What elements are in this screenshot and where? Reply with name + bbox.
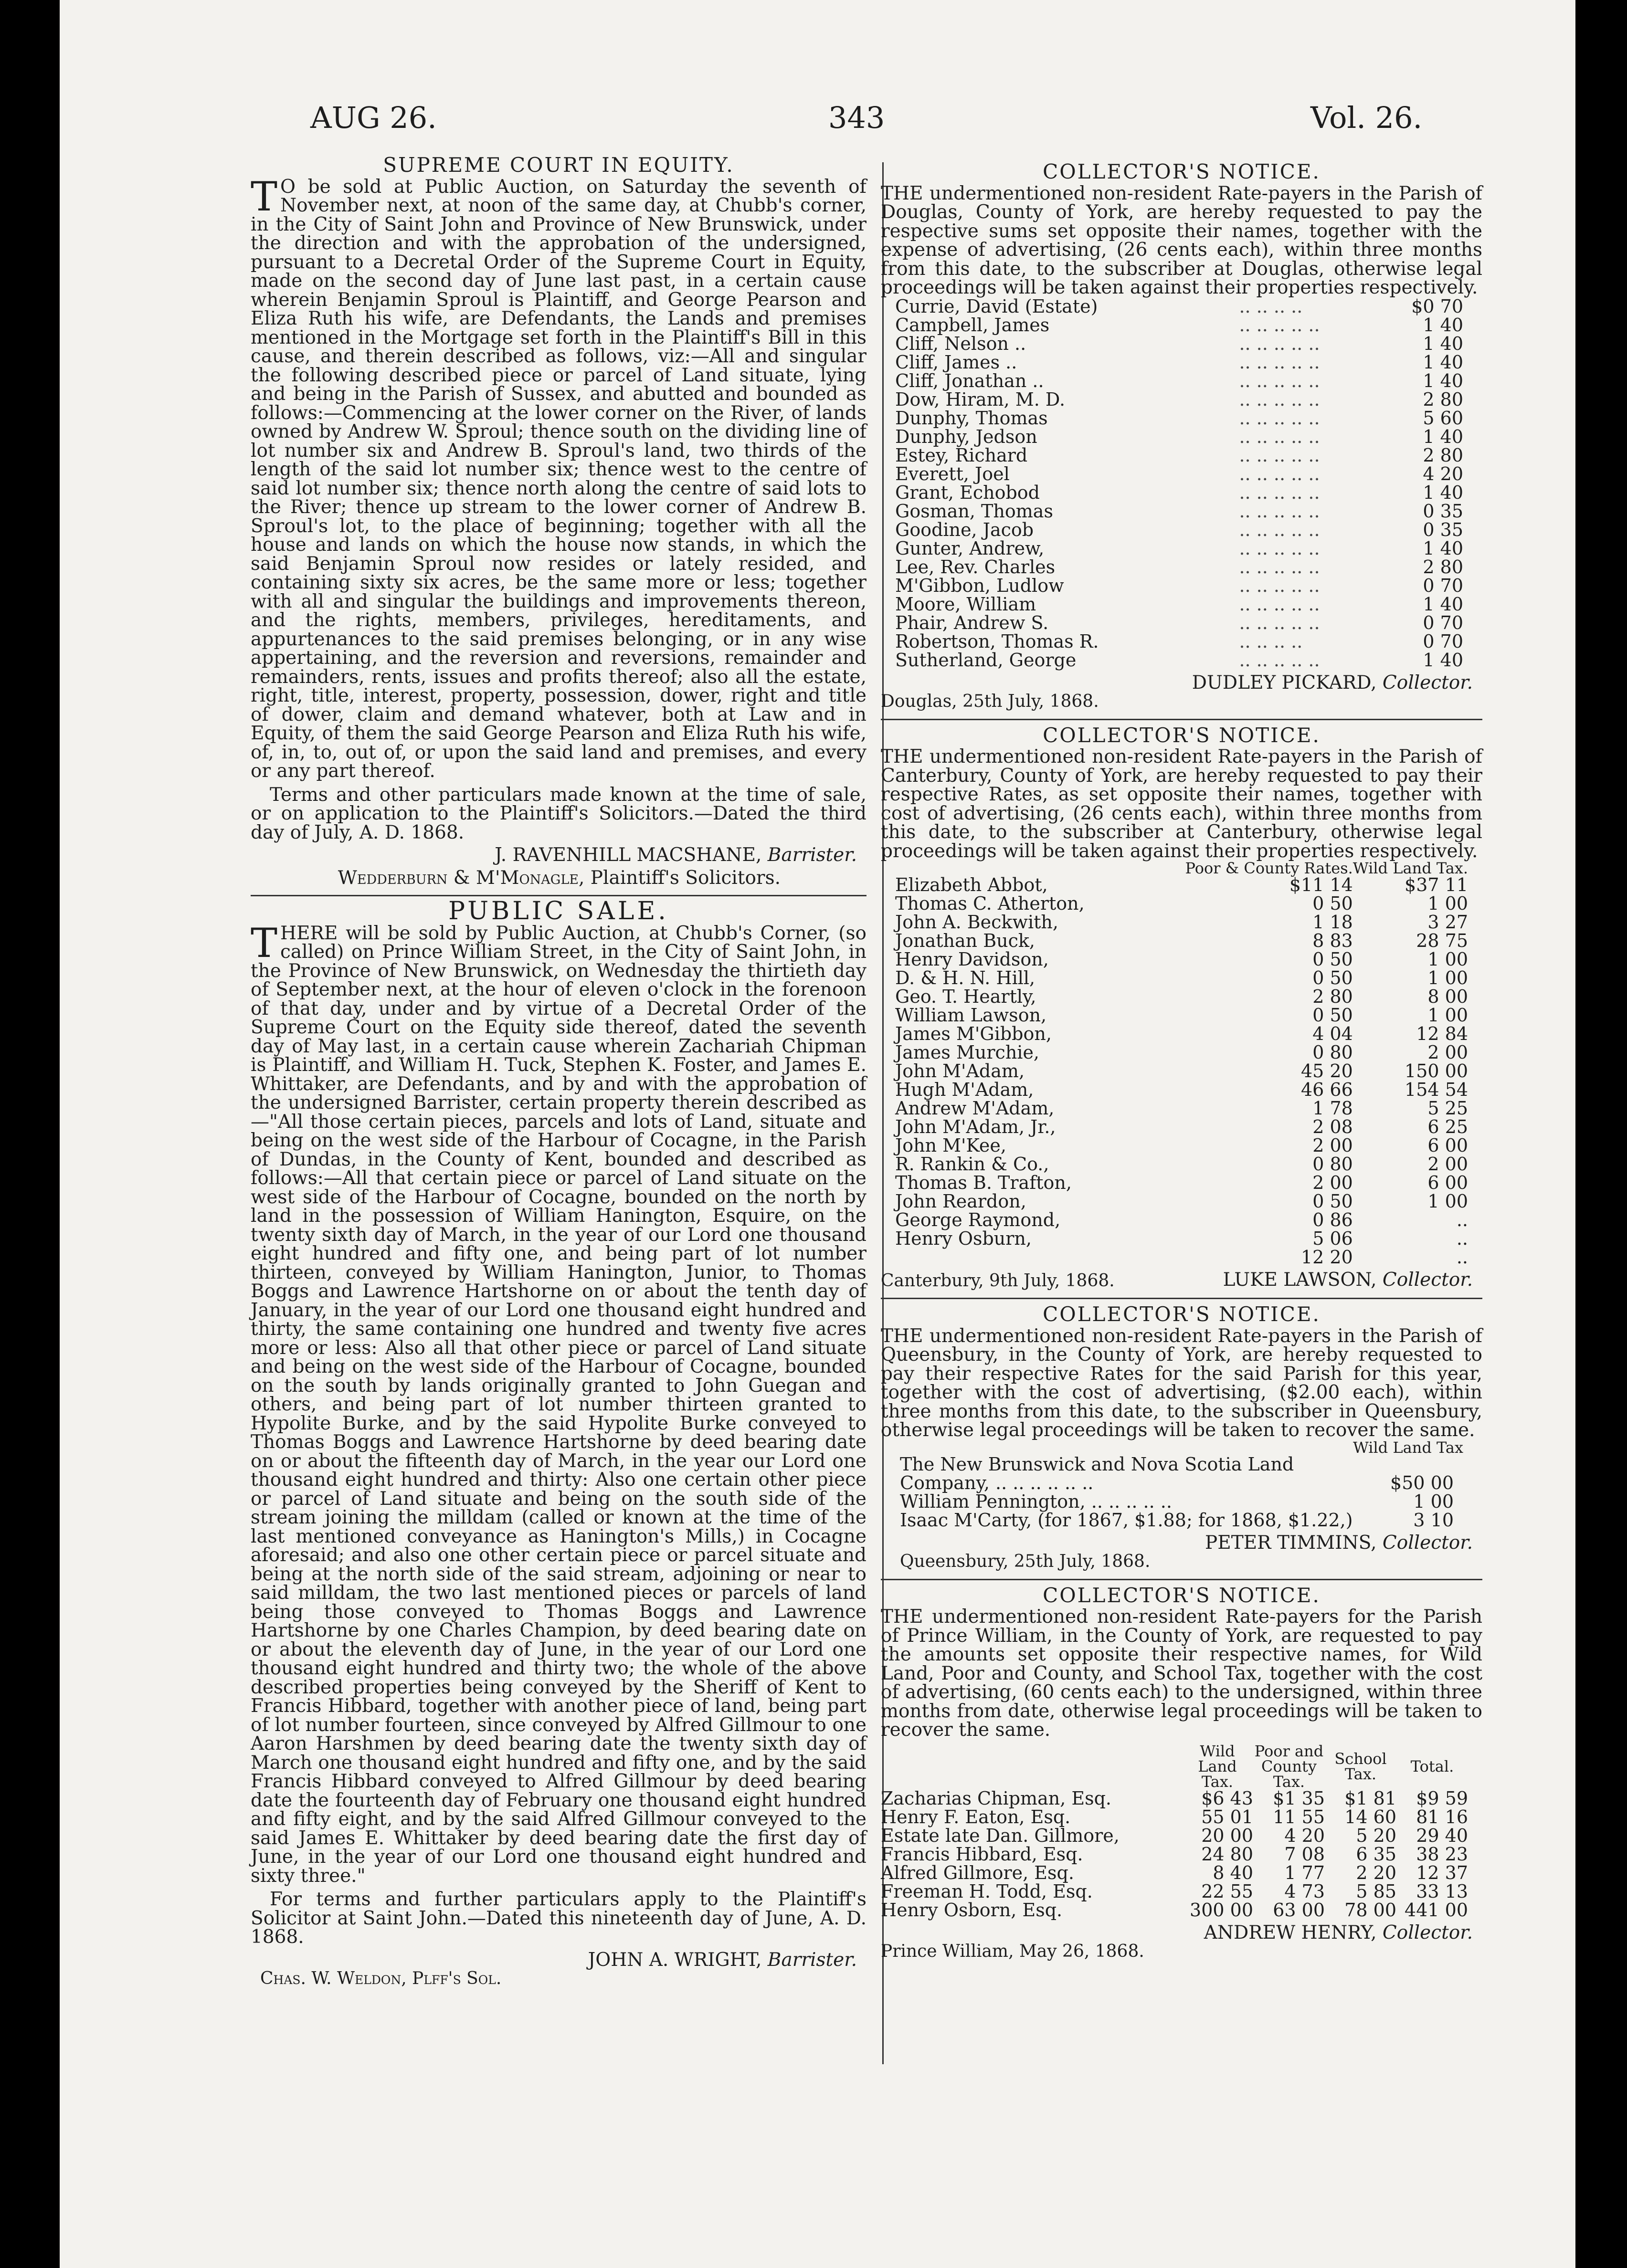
prince-william-row xyxy=(881,1789,1468,1808)
canterbury-row xyxy=(895,1248,1468,1267)
tax-amount: 2 00 xyxy=(1427,1154,1468,1175)
sale-drop-cap: T xyxy=(251,919,278,966)
queensbury-row xyxy=(900,1511,1454,1530)
newspaper-page xyxy=(60,0,1575,2268)
tax-amount: 6 25 xyxy=(1427,1116,1468,1137)
tax-amount: 1 00 xyxy=(1427,1005,1468,1026)
school-tax: 5 20 xyxy=(1356,1825,1396,1846)
douglas-row xyxy=(895,632,1463,651)
queensbury-title: COLLECTOR'S NOTICE. xyxy=(1043,1302,1321,1326)
leader-dots: .. .. .. .. .. xyxy=(1239,612,1320,633)
rates-amount: 8 83 xyxy=(1312,930,1353,951)
prince-william-row xyxy=(881,1864,1468,1882)
douglas-intro: THE undermentioned non-resident Rate-payers in the Parish of Douglas, County of York, are hereby requested to pay the respective sums set opposite their names, together with the expense of advertising, (26 cents each), within three months from this date, to the subscriber at Douglas, otherwise legal proceedings will be taken against their properties respectively. xyxy=(881,182,1482,298)
rates-amount: 0 50 xyxy=(1312,949,1353,970)
amount: 0 70 xyxy=(1423,612,1463,633)
tax-amount: 5 25 xyxy=(1427,1098,1468,1119)
wild-land-tax: 24 80 xyxy=(1201,1843,1253,1865)
right-column xyxy=(881,162,1482,1961)
prince-william-row xyxy=(881,1827,1468,1845)
queensbury-date: Queensbury, 25th July, 1868. xyxy=(900,1552,1151,1571)
leader-dots: .. .. .. .. .. xyxy=(1239,482,1320,503)
canterbury-row xyxy=(895,1155,1468,1174)
canterbury-col-rates: Poor & County Rates. xyxy=(1185,859,1353,877)
wild-land-tax: 20 00 xyxy=(1201,1825,1253,1846)
column-header: Wild Land Tax. xyxy=(1198,1742,1237,1791)
ratepayer-name: Phair, Andrew S. xyxy=(895,612,1049,633)
leader-dots: .. .. .. .. .. xyxy=(1239,370,1320,391)
queensbury-collector: PETER TIMMINS, Collector. xyxy=(1204,1532,1473,1554)
canterbury-date: Canterbury, 9th July, 1868. xyxy=(881,1270,1115,1291)
ratepayer-name: Francis Hibbard, Esq. xyxy=(881,1843,1083,1865)
total: 29 40 xyxy=(1416,1825,1468,1846)
section-divider xyxy=(881,719,1482,720)
rates-amount: 0 50 xyxy=(1312,893,1353,914)
school-tax: 5 85 xyxy=(1356,1880,1396,1902)
leader-dots: .. .. .. .. .. xyxy=(1239,519,1320,540)
rates-amount: $11 14 xyxy=(1289,874,1353,895)
rates-amount: 2 00 xyxy=(1312,1172,1353,1193)
ratepayer-name: John M'Adam, Jr., xyxy=(895,1116,1056,1137)
prince-william-row xyxy=(881,1845,1468,1864)
left-column xyxy=(251,153,866,1988)
column-header: School Tax. xyxy=(1334,1749,1387,1783)
ratepayer-name: Moore, William xyxy=(895,593,1036,615)
ratepayer-name: John Reardon, xyxy=(895,1191,1026,1212)
douglas-collector: DUDLEY PICKARD, Collector. xyxy=(1192,672,1473,693)
rates-amount: 0 80 xyxy=(1312,1042,1353,1063)
ratepayer-name: Henry Osborn, Esq. xyxy=(881,1899,1063,1921)
tax-amount: .. xyxy=(1456,1247,1468,1268)
douglas-row xyxy=(895,614,1463,632)
public-sale-notice xyxy=(251,897,866,1988)
poor-county-tax: 1 77 xyxy=(1284,1862,1325,1883)
prince-william-row xyxy=(881,1808,1468,1827)
canterbury-row xyxy=(895,1043,1468,1062)
douglas-row xyxy=(895,353,1463,372)
ratepayer-name: Robertson, Thomas R. xyxy=(895,630,1099,652)
douglas-row xyxy=(895,446,1463,465)
amount: 0 35 xyxy=(1423,519,1463,540)
canterbury-row xyxy=(895,1099,1468,1118)
canterbury-row xyxy=(895,1062,1468,1081)
ratepayer-name: John M'Kee, xyxy=(895,1135,1006,1156)
rates-amount: 5 06 xyxy=(1312,1228,1353,1249)
amount: 4 20 xyxy=(1423,463,1463,484)
douglas-row xyxy=(895,297,1463,316)
douglas-date: Douglas, 25th July, 1868. xyxy=(881,692,1099,711)
rates-amount: 1 18 xyxy=(1312,912,1353,933)
ratepayer-name: George Raymond, xyxy=(895,1209,1061,1230)
issue-date: AUG 26. xyxy=(310,100,437,135)
ratepayer-name: William Lawson, xyxy=(895,1005,1047,1026)
poor-county-tax: 4 73 xyxy=(1284,1880,1325,1902)
rates-amount: 2 80 xyxy=(1312,986,1353,1007)
ratepayer-name: Thomas B. Trafton, xyxy=(895,1172,1072,1193)
section-divider xyxy=(881,1298,1482,1299)
ratepayer-name: Currie, David (Estate) xyxy=(895,295,1098,317)
school-tax: 2 20 xyxy=(1356,1862,1396,1883)
tax-amount: $37 11 xyxy=(1405,874,1468,895)
rates-amount: 2 08 xyxy=(1312,1116,1353,1137)
equity-notice xyxy=(251,153,866,889)
amount: 0 70 xyxy=(1423,575,1463,596)
ratepayer-name: Estate late Dan. Gillmore, xyxy=(881,1825,1120,1846)
queensbury-row xyxy=(900,1474,1454,1492)
amount: 1 40 xyxy=(1423,537,1463,559)
amount: 0 70 xyxy=(1423,630,1463,652)
ratepayer-name: Hugh M'Adam, xyxy=(895,1079,1034,1100)
equity-title: SUPREME COURT IN EQUITY. xyxy=(383,153,734,177)
canterbury-row xyxy=(895,1025,1468,1043)
douglas-row xyxy=(895,521,1463,539)
leader-dots: .. .. .. .. xyxy=(1239,295,1303,317)
canterbury-row xyxy=(895,1229,1468,1248)
douglas-table xyxy=(895,297,1463,670)
amount: 1 40 xyxy=(1423,333,1463,354)
ratepayer-name: Freeman H. Todd, Esq. xyxy=(881,1880,1093,1902)
rates-amount: 1 78 xyxy=(1312,1098,1353,1119)
ratepayer-name: James M'Gibbon, xyxy=(895,1023,1052,1044)
ratepayer-name: Campbell, James xyxy=(895,314,1050,336)
douglas-row xyxy=(895,335,1463,353)
ratepayer-name: Cliff, Jonathan .. xyxy=(895,370,1044,391)
canterbury-row xyxy=(895,1136,1468,1155)
ratepayer-name: Isaac M'Carty, (for 1867, $1.88; for 1868, $1.22,) xyxy=(900,1509,1353,1531)
total: 81 16 xyxy=(1416,1806,1468,1827)
ratepayer-name: Thomas C. Atherton, xyxy=(895,893,1085,914)
canterbury-row xyxy=(895,1192,1468,1211)
canterbury-row xyxy=(895,1118,1468,1136)
equity-drop-cap: T xyxy=(251,173,278,220)
canterbury-intro: THE undermentioned non-resident Rate-payers in the Parish of Canterbury, County of York, are hereby requested to pay their respective Rates, as set opposite their names, together with cost of advertising, (26 cents each), within three months from this date, to the subscriber at Canterbury, otherwise legal proceedings will be taken against their properties respectively. xyxy=(881,746,1482,862)
rates-amount: 0 50 xyxy=(1312,967,1353,988)
tax-amount: 154 54 xyxy=(1405,1079,1468,1100)
tax-amount: 1 00 xyxy=(1427,1191,1468,1212)
ratepayer-name: Gunter, Andrew, xyxy=(895,537,1045,559)
rates-amount: 2 00 xyxy=(1312,1135,1353,1156)
ratepayer-name: Henry Davidson, xyxy=(895,949,1049,970)
douglas-title: COLLECTOR'S NOTICE. xyxy=(1043,160,1321,183)
amount: 3 10 xyxy=(1413,1509,1454,1531)
amount: 5 60 xyxy=(1423,407,1463,429)
amount: 2 80 xyxy=(1423,556,1463,578)
ratepayer-name xyxy=(895,1248,1185,1267)
ratepayer-name: R. Rankin & Co., xyxy=(895,1154,1049,1175)
tax-amount: .. xyxy=(1456,1209,1468,1230)
leader-dots: .. .. .. .. .. xyxy=(1239,444,1320,466)
queensbury-row xyxy=(900,1492,1454,1511)
amount: 1 00 xyxy=(1413,1491,1454,1512)
rates-amount: 4 04 xyxy=(1312,1023,1353,1044)
rates-amount: 46 66 xyxy=(1301,1079,1353,1100)
sale-signature: JOHN A. WRIGHT, Barrister. xyxy=(588,1949,857,1971)
amount xyxy=(1385,1455,1454,1474)
douglas-row xyxy=(895,577,1463,595)
ratepayer-name: Sutherland, George xyxy=(895,649,1077,671)
leader-dots: .. .. .. .. .. xyxy=(1239,314,1320,336)
canterbury-row xyxy=(895,987,1468,1006)
total: 38 23 xyxy=(1416,1843,1468,1865)
poor-county-tax: $1 35 xyxy=(1273,1787,1325,1809)
canterbury-row xyxy=(895,1006,1468,1025)
douglas-row xyxy=(895,465,1463,483)
ratepayer-name: Everett, Joel xyxy=(895,463,1010,484)
leader-dots: .. .. .. .. .. xyxy=(1239,388,1320,410)
sale-terms: For terms and further particulars apply to the Plaintiff's Solicitor at Saint John.—Dated this nineteenth day of June, A. D. 1868. xyxy=(251,1889,866,1948)
tax-amount: 8 00 xyxy=(1427,986,1468,1007)
ratepayer-name: Henry F. Eaton, Esq. xyxy=(881,1806,1071,1827)
ratepayer-name: Goodine, Jacob xyxy=(895,519,1034,540)
ratepayer-name: John A. Beckwith, xyxy=(895,912,1058,933)
rates-amount: 0 86 xyxy=(1312,1209,1353,1230)
column-header: Total. xyxy=(1410,1757,1454,1775)
ratepayer-name: Estey, Richard xyxy=(895,444,1028,466)
amount: 2 80 xyxy=(1423,388,1463,410)
total: 33 13 xyxy=(1416,1880,1468,1902)
leader-dots: .. .. .. .. .. xyxy=(1239,556,1320,578)
equity-body: T O be sold at Public Auction, on Saturday the seventh of November next, at noon of the same day, at Chubb's corner, in the City of Saint John and Province of New Brunswick, under the direction and with the approbation of the undersigned, pursuant to a Decretal Order of the Supreme Court in Equity, made on the second day of June last past, in a certain cause wherein Benjamin Sproul is Plaintiff, and George Pearson and Eliza Ruth his wife, are Defendants, the Lands and premises mentioned in the Mortgage set forth in the Plaintiff's Bill in this cause, and therein described as follows, viz:—All and singular the following described piece or parcel of Land situate, lying and being in the Parish of Sussex, and abutted and bounded as follows:—Commencing at the lower corner on the River, of lands owned by Andrew W. Sproul; thence south on the dividing line of lot number six and Andrew B. Sproul's land, two thirds of the length of the said lot number six; thence west to the centre of said lot number six; thence north along the centre of said lots to the River; thence up stream to the lower corner of Andrew B. Sproul's lot, to the place of beginning; together with all the house and lands on which the house now stands, in which the said Benjamin Sproul now resides or lately resided, and containing sixty six acres, be the same more or less; together with all and singular the buildings and improvements thereon, and the rights, members, privileges, hereditaments, and appurtenances to the said premises belonging, or in any wise appertaining, and the reversion and reversions, remainder and remainders, rents, issues and profits thereof; also all the estate, right, title, interest, property, possession, dower, right and title of dower, claim and demand whatever, both at Law and in Equity, of them the said George Pearson and Eliza Ruth his wife, of, in, to, out of, or upon the said land and premises, and every or any part thereof. xyxy=(251,173,866,782)
amount: 1 40 xyxy=(1423,314,1463,336)
tax-amount: .. xyxy=(1456,1228,1468,1249)
total: 12 37 xyxy=(1416,1862,1468,1883)
wild-land-tax: 55 01 xyxy=(1201,1806,1253,1827)
canterbury-row xyxy=(895,876,1468,894)
leader-dots: .. .. .. .. .. xyxy=(1239,333,1320,354)
douglas-row xyxy=(895,428,1463,446)
rates-amount: 0 50 xyxy=(1312,1005,1353,1026)
school-tax: 78 00 xyxy=(1344,1899,1396,1921)
ratepayer-name: Lee, Rev. Charles xyxy=(895,556,1056,578)
volume-number: Vol. 26. xyxy=(1310,100,1423,135)
douglas-row xyxy=(895,539,1463,558)
equity-solicitors: Wedderburn & M'Monagle, Plaintiff's Solicitors. xyxy=(338,867,781,889)
tax-amount: 6 00 xyxy=(1427,1172,1468,1193)
queensbury-table xyxy=(900,1455,1454,1530)
canterbury-table xyxy=(895,861,1468,1267)
amount: 1 40 xyxy=(1423,426,1463,447)
school-tax: $1 81 xyxy=(1344,1787,1396,1809)
wild-land-tax: 8 40 xyxy=(1213,1862,1253,1883)
tax-amount: 1 00 xyxy=(1427,967,1468,988)
amount: 1 40 xyxy=(1423,649,1463,671)
tax-amount: 1 00 xyxy=(1427,949,1468,970)
ratepayer-name: Dow, Hiram, M. D. xyxy=(895,388,1066,410)
douglas-row xyxy=(895,558,1463,577)
canterbury-title: COLLECTOR'S NOTICE. xyxy=(1043,723,1321,747)
wild-land-tax: 300 00 xyxy=(1190,1899,1253,1921)
poor-county-tax: 7 08 xyxy=(1284,1843,1325,1865)
tax-amount: 1 00 xyxy=(1427,893,1468,914)
prince-william-row xyxy=(881,1901,1468,1920)
ratepayer-name: Cliff, Nelson .. xyxy=(895,333,1026,354)
amount: 1 40 xyxy=(1423,593,1463,615)
queensbury-notice xyxy=(881,1302,1482,1571)
leader-dots: .. .. .. .. .. xyxy=(1239,351,1320,373)
canterbury-row xyxy=(895,1211,1468,1229)
douglas-notice xyxy=(881,162,1482,711)
amount: 0 35 xyxy=(1423,500,1463,522)
canterbury-row xyxy=(895,950,1468,969)
wild-land-tax: 22 55 xyxy=(1201,1880,1253,1902)
prince-william-row xyxy=(881,1882,1468,1901)
total: 441 00 xyxy=(1405,1899,1468,1921)
canterbury-row xyxy=(895,894,1468,913)
prince-william-date: Prince William, May 26, 1868. xyxy=(881,1942,1144,1961)
queensbury-col-header: Wild Land Tax xyxy=(1352,1438,1463,1457)
poor-county-tax: 63 00 xyxy=(1273,1899,1325,1921)
page-number: 343 xyxy=(828,100,885,135)
amount: $0 70 xyxy=(1411,295,1463,317)
tax-amount: 150 00 xyxy=(1405,1060,1468,1082)
douglas-row xyxy=(895,483,1463,502)
amount: 1 40 xyxy=(1423,482,1463,503)
ratepayer-name: Company, .. .. .. .. .. .. xyxy=(900,1472,1094,1493)
ratepayer-name: Jonathan Buck, xyxy=(895,930,1035,951)
tax-amount: 28 75 xyxy=(1416,930,1468,951)
section-divider xyxy=(251,895,866,896)
leader-dots: .. .. .. .. .. xyxy=(1239,407,1320,429)
ratepayer-name: Cliff, James .. xyxy=(895,351,1017,373)
douglas-row xyxy=(895,316,1463,335)
leader-dots: .. .. .. .. .. xyxy=(1239,537,1320,559)
ratepayer-name: John M'Adam, xyxy=(895,1060,1025,1082)
douglas-row xyxy=(895,595,1463,614)
douglas-row xyxy=(895,390,1463,409)
douglas-row xyxy=(895,651,1463,670)
douglas-row xyxy=(895,409,1463,428)
rates-amount: 12 20 xyxy=(1301,1247,1353,1268)
ratepayer-name: Geo. T. Heartly, xyxy=(895,986,1036,1007)
canterbury-col-tax: Wild Land Tax. xyxy=(1352,859,1468,877)
sale-title: PUBLIC SALE. xyxy=(448,897,669,925)
wild-land-tax: $6 43 xyxy=(1201,1787,1253,1809)
ratepayer-name: Andrew M'Adam, xyxy=(895,1098,1055,1119)
school-tax: 14 60 xyxy=(1344,1806,1396,1827)
rates-amount: 45 20 xyxy=(1301,1060,1353,1082)
prince-william-title: COLLECTOR'S NOTICE. xyxy=(1043,1583,1321,1607)
column-header: Poor and County Tax. xyxy=(1254,1742,1324,1791)
poor-county-tax: 4 20 xyxy=(1284,1825,1325,1846)
canterbury-row xyxy=(895,969,1468,987)
prince-william-table xyxy=(881,1743,1468,1920)
sale-body: THERE will be sold by Public Auction, at Chubb's Corner, (so called) on Prince William Street, in the City of Saint John, in the Province of New Brunswick, on Wednesday the thirtieth day of September next, at the hour of eleven o'clock in the forenoon of that day, under and by virtue of a Decretal Order of the Supreme Court on the Equity side thereof, dated the seventh day of May last, in a certain cause wherein Zachariah Chipman is Plaintiff, and William H. Tuck, Stephen K. Foster, and James E. Whittaker, are Defendants, and by and with the approbation of the undersigned Barrister, certain property therein described as—"All those certain pieces, parcels and lots of Land, situate and being on the west side of the Harbour of Cocagne, in the Parish of Dundas, in the County of Kent, bounded and described as follows:—All that certain piece or parcel of Land situate on the west side of the Harbour of Cocagne, bounded on the north by land in the possession of William Hanington, Esquire, on the twenty sixth day of March, in the year of our Lord one thousand eight hundred and fifty one, and being part of lot number thirteen, conveyed by William Hanington, Junior, to Thomas Boggs and Lawrence Hartshorne on or about the tenth day of January, in the year of our Lord one thousand eight hundred and thirty, the same containing one hundred and twenty five acres more or less: Also all that other piece or parcel of Land situate and being on the west side of the Harbour of Cocagne, bounded on the south by lands originally granted to John Guegan and others, and being part of lot number thirteen granted to Hypolite Burke, and by the said Hypolite Burke conveyed to Thomas Boggs and Lawrence Hartshorne by deed bearing date on or about the fifteenth day of March, in the year our Lord one thousand eight hundred and thirty: Also one certain other piece or parcel of Land situate and being on the south side of the stream joining the milldam (called or known at the time of the last mentioned conveyance as Hanington's Mills,) in Cocagne aforesaid; and also one other certain piece or parcel situate and being at the north side of the said stream, adjoining or near to said milldam, the two last mentioned pieces or parcels of land being those conveyed to Thomas Boggs and Lawrence Hartshorne by one Charles Champion, by deed bearing date on or about the eleventh day of June, in the year of our Lord one thousand eight hundred and thirty two; the whole of the above described properties being conveyed by the Sheriff of Kent to Francis Hibbard, together with another piece of land, being part of lot number fourteen, since conveyed by Alfred Gillmour to one Aaron Harshmen by deed bearing date the twenty sixth day of March one thousand eight hundred and fifty one, and by the said Francis Hibbard conveyed to Alfred Gillmour by deed bearing date the fourteenth day of February one thousand eight hundred and fifty eight, and by the said Alfred Gillmour conveyed to the said James E. Whittaker by deed bearing date the first day of June, in the year of our Lord one thousand eight hundred and sixty three." xyxy=(251,919,866,1887)
leader-dots: .. .. .. .. .. xyxy=(1239,500,1320,522)
canterbury-notice xyxy=(881,723,1482,1291)
sale-solicitor: Chas. W. Weldon, Plff's Sol. xyxy=(260,1969,502,1988)
amount: 2 80 xyxy=(1423,444,1463,466)
tax-amount: 3 27 xyxy=(1427,912,1468,933)
ratepayer-name: William Pennington, .. .. .. .. .. xyxy=(900,1491,1172,1512)
amount: $50 00 xyxy=(1390,1472,1454,1493)
ratepayer-name: Henry Osburn, xyxy=(895,1228,1032,1249)
school-tax: 6 35 xyxy=(1356,1843,1396,1865)
tax-amount: 6 00 xyxy=(1427,1135,1468,1156)
prince-william-collector: ANDREW HENRY, Collector. xyxy=(1204,1922,1473,1943)
ratepayer-name: Dunphy, Thomas xyxy=(895,407,1048,429)
ratepayer-name: D. & H. N. Hill, xyxy=(895,967,1035,988)
ratepayer-name: Gosman, Thomas xyxy=(895,500,1053,522)
poor-county-tax: 11 55 xyxy=(1273,1806,1325,1827)
section-divider xyxy=(881,1579,1482,1580)
ratepayer-name: Alfred Gillmore, Esq. xyxy=(881,1862,1074,1883)
canterbury-collector: LUKE LAWSON, Collector. xyxy=(1223,1269,1473,1291)
leader-dots: .. .. .. .. .. xyxy=(1239,463,1320,484)
leader-dots: .. .. .. .. .. xyxy=(1239,593,1320,615)
ratepayer-name: Grant, Echobod xyxy=(895,482,1040,503)
amount: 1 40 xyxy=(1423,351,1463,373)
leader-dots: .. .. .. .. .. xyxy=(1239,575,1320,596)
leader-dots: .. .. .. .. .. xyxy=(1239,649,1320,671)
prince-william-notice xyxy=(881,1583,1482,1961)
rates-amount: 0 50 xyxy=(1312,1191,1353,1212)
ratepayer-name: Zacharias Chipman, Esq. xyxy=(881,1787,1112,1809)
canterbury-row xyxy=(895,932,1468,950)
tax-amount: 12 84 xyxy=(1416,1023,1468,1044)
ratepayer-name: Elizabeth Abbot, xyxy=(895,874,1048,895)
ratepayer-name: Dunphy, Jedson xyxy=(895,426,1037,447)
prince-william-intro: THE undermentioned non-resident Rate-payers for the Parish of Prince William, in the County of York, are requested to pay the amounts set opposite their respective names, for Wild Land, Poor and County, and School Tax, together with the cost of advertising, (60 cents each) to the undersigned, within three months from date, otherwise legal proceedings will be taken to recover the same. xyxy=(881,1606,1482,1741)
canterbury-row xyxy=(895,1081,1468,1099)
queensbury-row xyxy=(900,1455,1454,1474)
canterbury-row xyxy=(895,1174,1468,1192)
douglas-row xyxy=(895,502,1463,521)
leader-dots: .. .. .. .. .. xyxy=(1239,426,1320,447)
ratepayer-name: James Murchie, xyxy=(895,1042,1040,1063)
amount: 1 40 xyxy=(1423,370,1463,391)
total: $9 59 xyxy=(1416,1787,1468,1809)
tax-amount: 2 00 xyxy=(1427,1042,1468,1063)
douglas-row xyxy=(895,372,1463,390)
ratepayer-name: The New Brunswick and Nova Scotia Land xyxy=(900,1453,1294,1475)
rates-amount: 0 80 xyxy=(1312,1154,1353,1175)
leader-dots: .. .. .. .. xyxy=(1239,630,1303,652)
ratepayer-name: M'Gibbon, Ludlow xyxy=(895,575,1064,596)
queensbury-intro: THE undermentioned non-resident Rate-payers in the Parish of Queensbury, in the County of York, are hereby requested to pay their respective Rates for the said Parish for this year, together with the cost of advertising, ($2.00 each), within three months from this date, to the subscriber in Queensbury, otherwise legal proceedings will be taken to recover the same. xyxy=(881,1325,1482,1441)
canterbury-row xyxy=(895,913,1468,932)
equity-terms: Terms and other particulars made known at the time of sale, or on application to the Plaintiff's Solicitors.—Dated the third day of July, A. D. 1868. xyxy=(251,784,866,843)
equity-signature: J. RAVENHILL MACSHANE, Barrister. xyxy=(495,844,857,866)
